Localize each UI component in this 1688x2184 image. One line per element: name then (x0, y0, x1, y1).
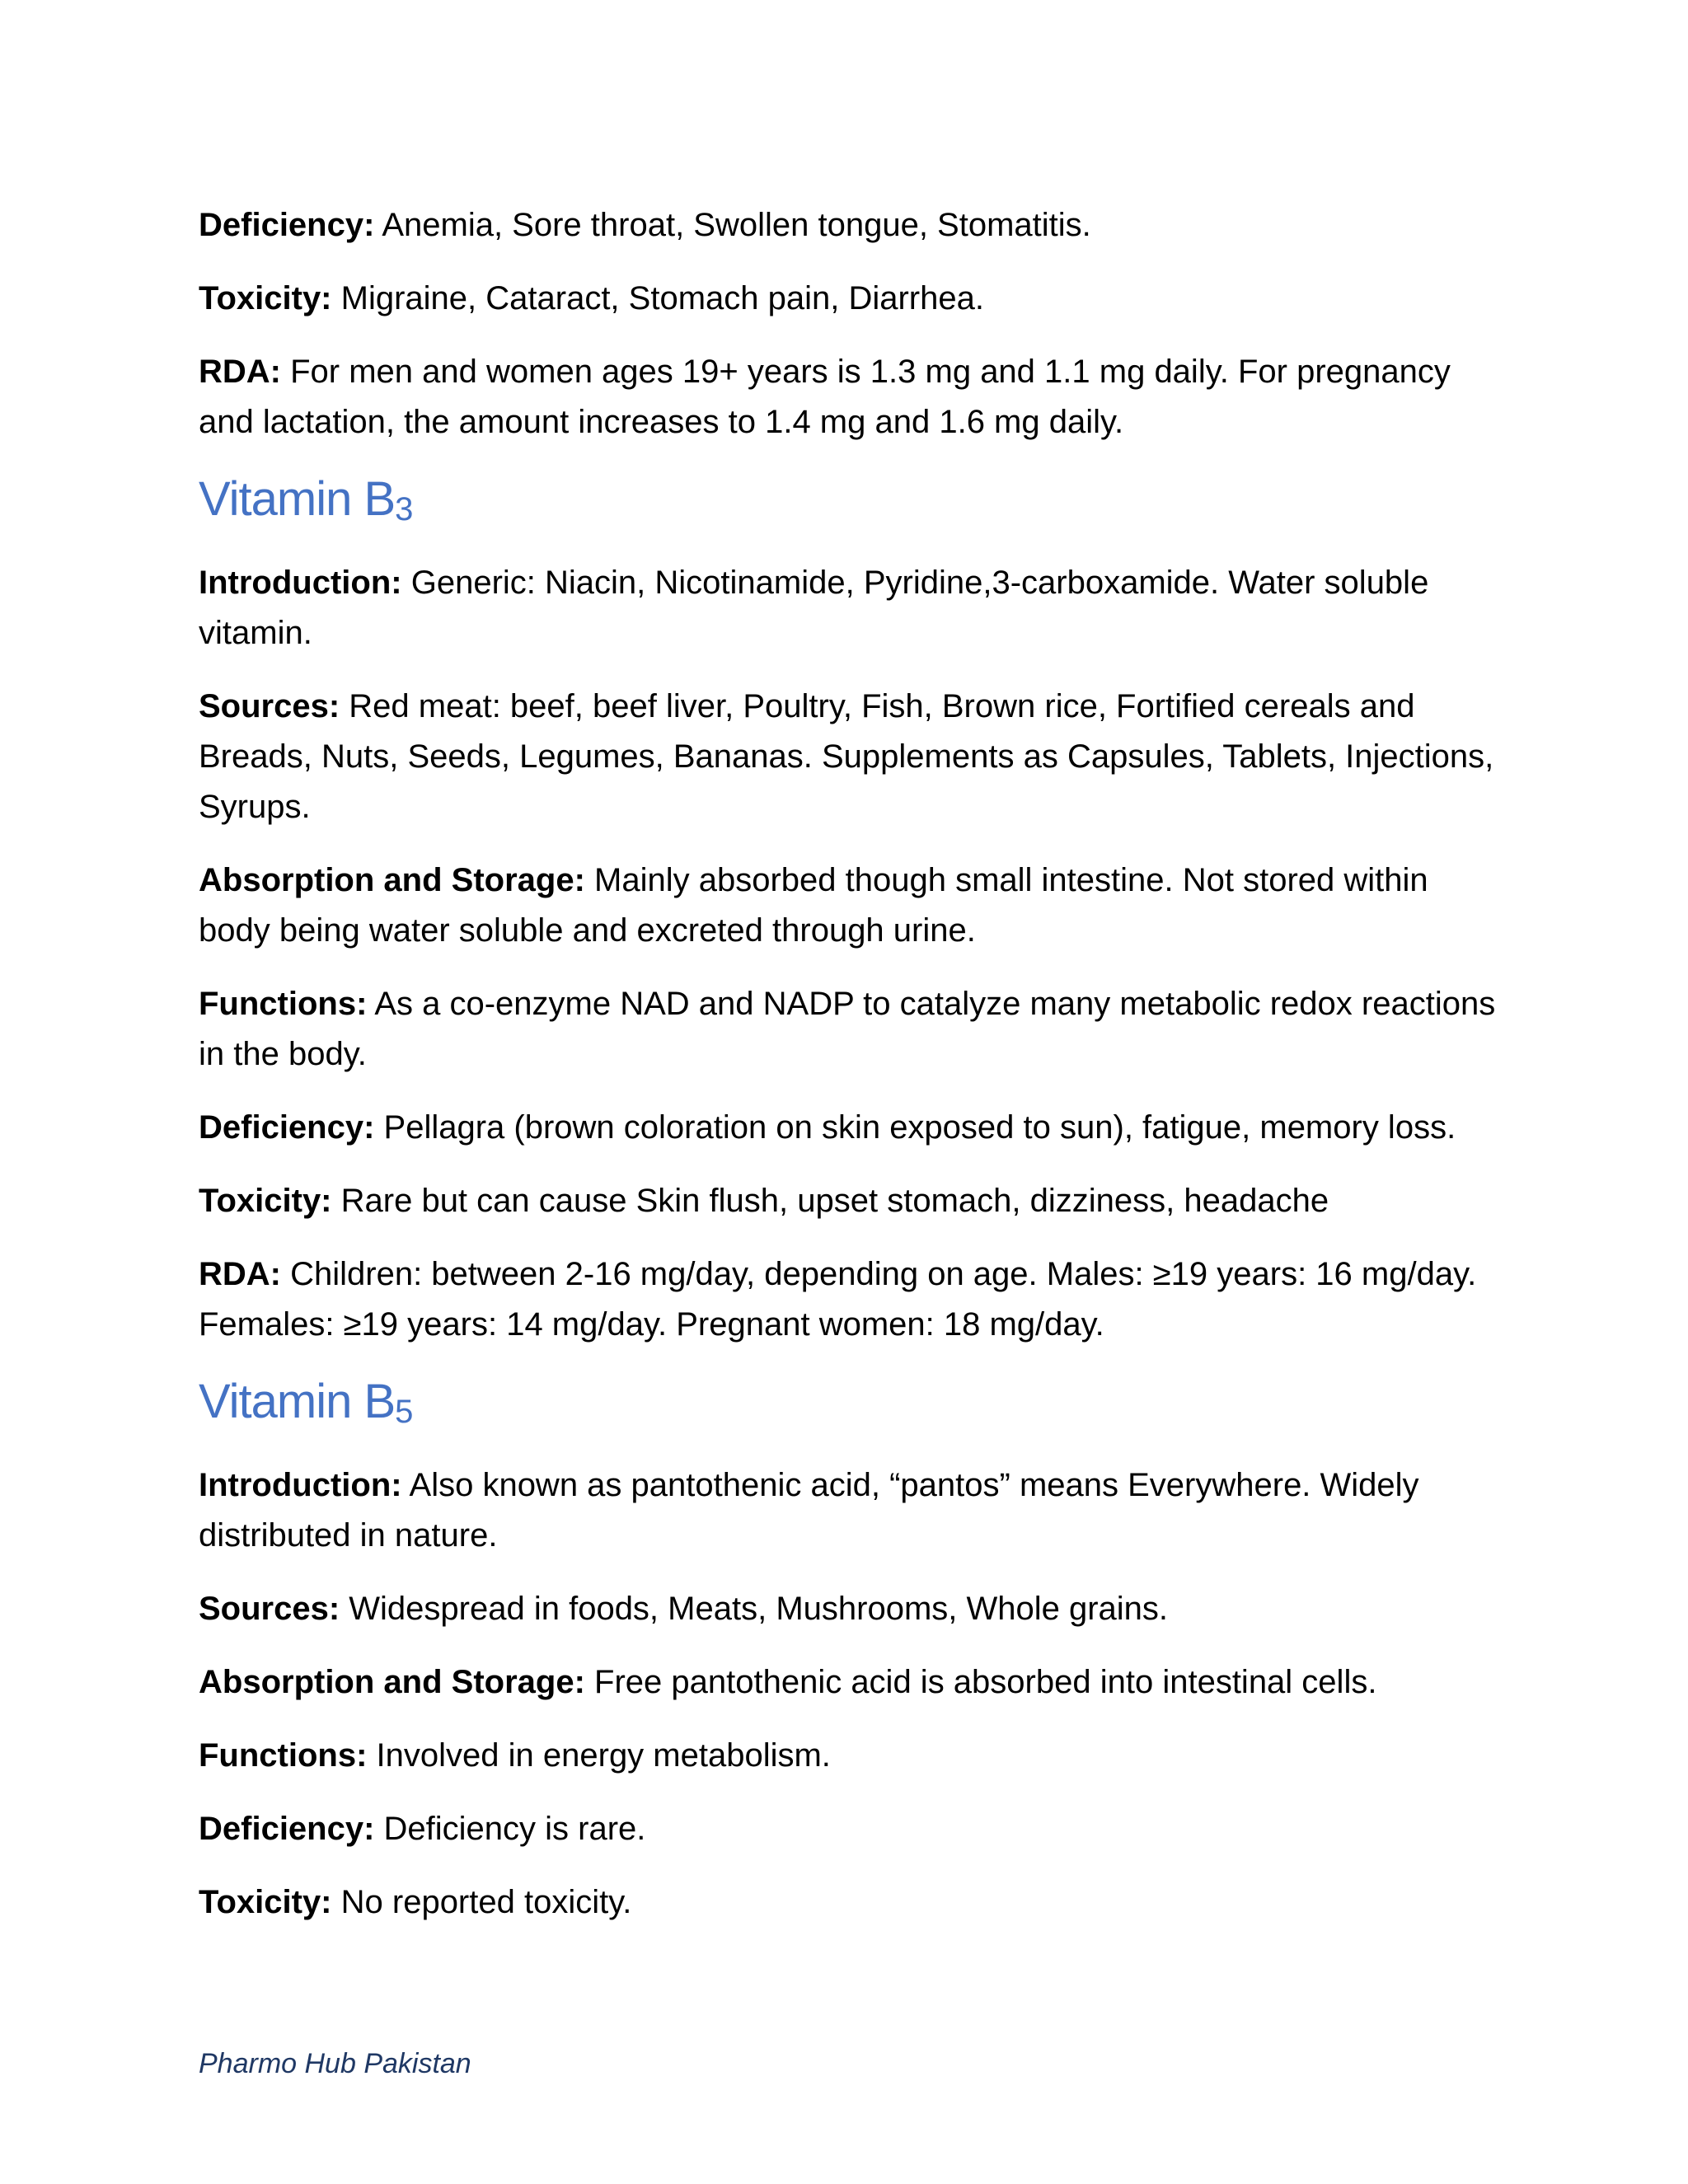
heading-main: Vitamin B (199, 1375, 396, 1428)
para-label: Sources: (199, 1591, 340, 1627)
para-text: Pellagra (brown coloration on skin exposed to sun), fatigue, memory loss. (374, 1109, 1456, 1146)
b2-deficiency-paragraph (199, 200, 1501, 251)
para-label: Toxicity: (199, 1183, 332, 1219)
para-label: Introduction: (199, 1467, 402, 1503)
para-label: Toxicity: (199, 1884, 332, 1920)
b5-absorption-paragraph (199, 1657, 1501, 1708)
para-label: Sources: (199, 688, 340, 724)
para-text: Widespread in foods, Meats, Mushrooms, Whole grains. (340, 1591, 1169, 1627)
para-label: Deficiency: (199, 1109, 375, 1146)
b5-sources-paragraph (199, 1584, 1501, 1634)
b3-toxicity-paragraph (199, 1176, 1501, 1226)
heading-subscript: 3 (395, 491, 413, 527)
para-text: Mainly absorbed though small intestine. Not stored within body being water soluble and excreted through urine. (199, 862, 1428, 949)
para-text: Generic: Niacin, Nicotinamide, Pyridine,3-carboxamide. Water soluble vitamin. (199, 565, 1429, 651)
b2-rda-paragraph (199, 347, 1501, 448)
b3-introduction-paragraph (199, 558, 1501, 658)
b5-deficiency-paragraph (199, 1804, 1501, 1854)
b3-functions-paragraph (199, 979, 1501, 1080)
heading-main: Vitamin B (199, 472, 396, 526)
b3-sources-paragraph (199, 682, 1501, 832)
para-text: Children: between 2-16 mg/day, depending on age. Males: ≥19 years: 16 mg/day. Females: ≥19 years: 14 mg/day. Pregnant women: 18 mg/day. (199, 1256, 1477, 1343)
para-text: Free pantothenic acid is absorbed into intestinal cells. (584, 1664, 1377, 1700)
para-label: Functions: (199, 1737, 368, 1774)
b5-introduction-paragraph (199, 1460, 1501, 1561)
para-text: Also known as pantothenic acid, “pantos” means Everywhere. Widely distributed in nature. (199, 1467, 1419, 1554)
para-label: RDA: (199, 354, 281, 390)
para-text: Migraine, Cataract, Stomach pain, Diarrhea. (331, 280, 984, 316)
para-text: For men and women ages 19+ years is 1.3 mg and 1.1 mg daily. For pregnancy and lactation, the amount increases to 1.4 mg and 1.6 mg daily. (199, 354, 1451, 440)
para-label: Absorption and Storage: (199, 862, 585, 898)
vitamin-b5-heading (199, 1373, 1501, 1436)
heading-subscript: 5 (395, 1394, 413, 1430)
para-label: RDA: (199, 1256, 281, 1292)
para-text: Red meat: beef, beef liver, Poultry, Fish, Brown rice, Fortified cereals and Breads, Nuts, Seeds, Legumes, Bananas. Supplements as Capsules, Tablets, Injections, Syrups. (199, 688, 1494, 825)
para-label: Introduction: (199, 565, 402, 601)
para-text: Anemia, Sore throat, Swollen tongue, Stomatitis. (374, 207, 1091, 243)
vitamin-b3-heading (199, 471, 1501, 533)
para-text: Involved in energy metabolism. (367, 1737, 831, 1774)
b3-deficiency-paragraph (199, 1103, 1501, 1153)
b3-absorption-paragraph (199, 855, 1501, 956)
para-label: Deficiency: (199, 1811, 375, 1847)
b3-rda-paragraph (199, 1249, 1501, 1350)
page-footer: Pharmo Hub Pakistan (199, 2048, 471, 2079)
b2-toxicity-paragraph (199, 274, 1501, 324)
para-text: Rare but can cause Skin flush, upset stomach, dizziness, headache (331, 1183, 1329, 1219)
para-label: Functions: (199, 986, 368, 1022)
para-text: Deficiency is rare. (374, 1811, 646, 1847)
para-label: Absorption and Storage: (199, 1664, 585, 1700)
b5-functions-paragraph (199, 1731, 1501, 1781)
para-text: No reported toxicity. (331, 1884, 632, 1920)
para-label: Toxicity: (199, 280, 332, 316)
para-text: As a co-enzyme NAD and NADP to catalyze many metabolic redox reactions in the body. (199, 986, 1496, 1072)
para-label: Deficiency: (199, 207, 375, 243)
b5-toxicity-paragraph (199, 1877, 1501, 1928)
page-content (199, 200, 1501, 1951)
